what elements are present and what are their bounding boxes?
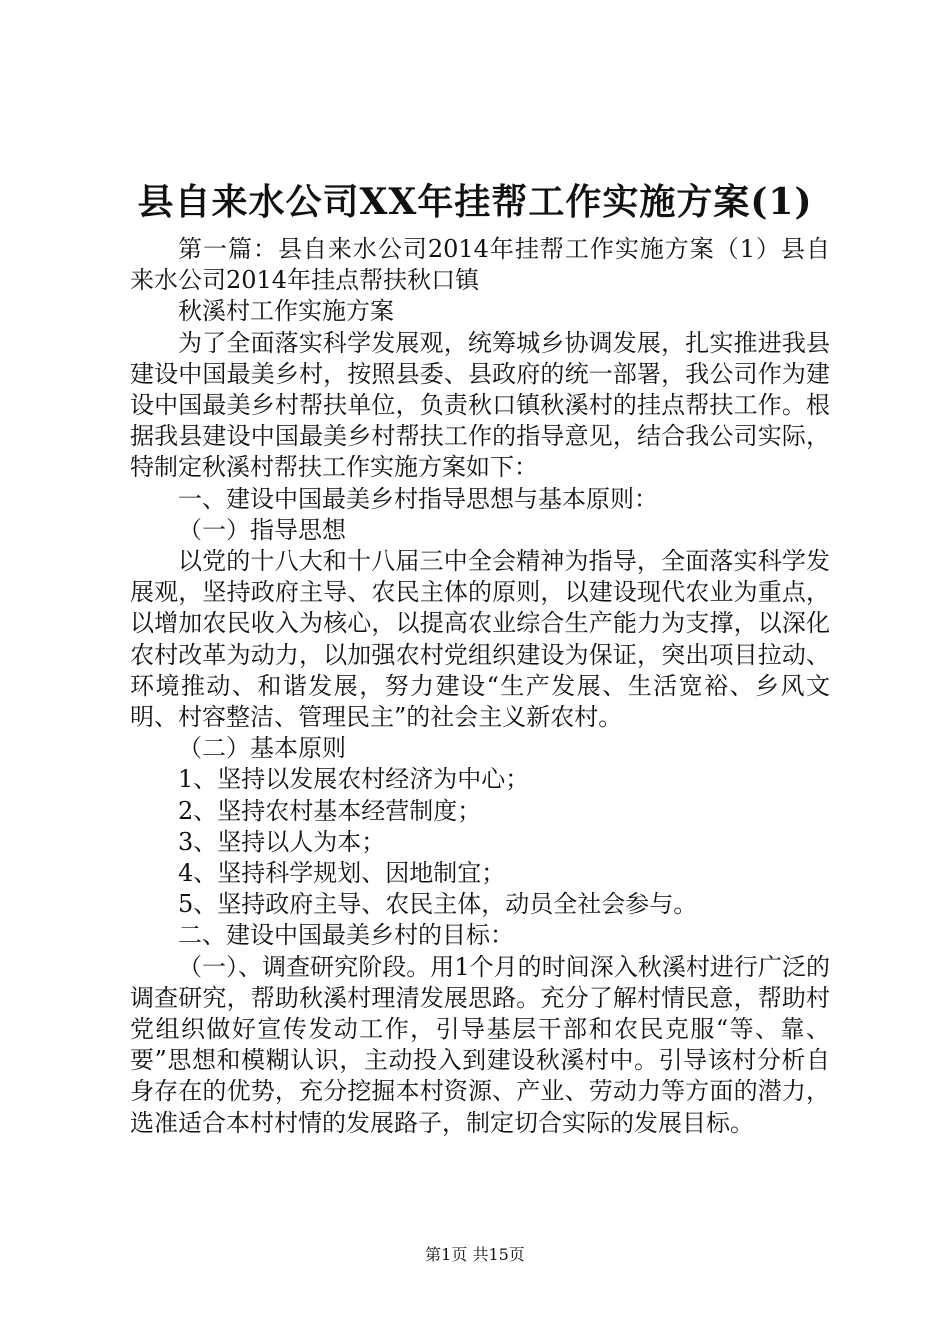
principle-item-1: 1、坚持以发展农村经济为中心； — [178, 765, 530, 794]
principle-item-2: 2、坚持农村基本经营制度； — [178, 796, 482, 825]
document-body — [130, 234, 830, 1139]
subsection-heading-guiding-thought: （一）指导思想 — [178, 515, 346, 544]
section-heading-2: 二、建设中国最美乡村的目标： — [178, 921, 514, 950]
section-heading-1: 一、建设中国最美乡村指导思想与基本原则： — [178, 484, 658, 513]
principle-item-4: 4、坚持科学规划、因地制宜； — [178, 859, 506, 888]
paragraph-subtitle: 秋溪村工作实施方案 — [178, 297, 394, 326]
principle-item-3: 3、坚持以人为本； — [178, 827, 386, 856]
subsection-heading-principles: （二）基本原则 — [178, 734, 346, 763]
page-number-footer: 第1页 共15页 — [425, 1245, 525, 1264]
paragraph-guiding-thought: 以党的十八大和十八届三中全会精神为指导，全面落实科学发展观，坚持政府主导、农民主体的原则，以建设现代农业为重点，以增加农民收入为核心，以提高农业综合生产能力为支撑，以深化农村改革为动力，以加强农村党组织建设为保证，突出项目拉动、环境推动、和谐发展，努力建设“生产发展、生活宽裕、乡风文明、村容整洁、管理民主”的社会主义新农村。 — [130, 547, 830, 732]
paragraph-research-stage: （一）、调查研究阶段。用1个月的时间深入秋溪村进行广泛的调查研究，帮助秋溪村理清发展思路。充分了解村情民意，帮助村党组织做好宣传发动工作，引导基层干部和农民克服“等、靠、要”思想和模糊认识，主动投入到建设秋溪村中。引导该村分析自身存在的优势，充分挖掘本村资源、产业、劳动力等方面的潜力，选准适合本村村情的发展路子，制定切合实际的发展目标。 — [130, 952, 830, 1137]
paragraph-purpose: 为了全面落实科学发展观，统筹城乡协调发展，扎实推进我县建设中国最美乡村，按照县委、县政府的统一部署，我公司作为建设中国最美乡村帮扶单位，负责秋口镇秋溪村的挂点帮扶工作。根据我县建设中国最美乡村帮扶工作的指导意见，结合我公司实际，特制定秋溪村帮扶工作实施方案如下： — [130, 328, 830, 482]
principle-item-5: 5、坚持政府主导、农民主体，动员全社会参与。 — [178, 890, 698, 919]
paragraph-intro: 第一篇：县自来水公司2014年挂帮工作实施方案（1）县自来水公司2014年挂点帮扶秋口镇 — [130, 235, 830, 295]
document-title: 县自来水公司XX年挂帮工作实施方案(1) — [137, 181, 813, 223]
